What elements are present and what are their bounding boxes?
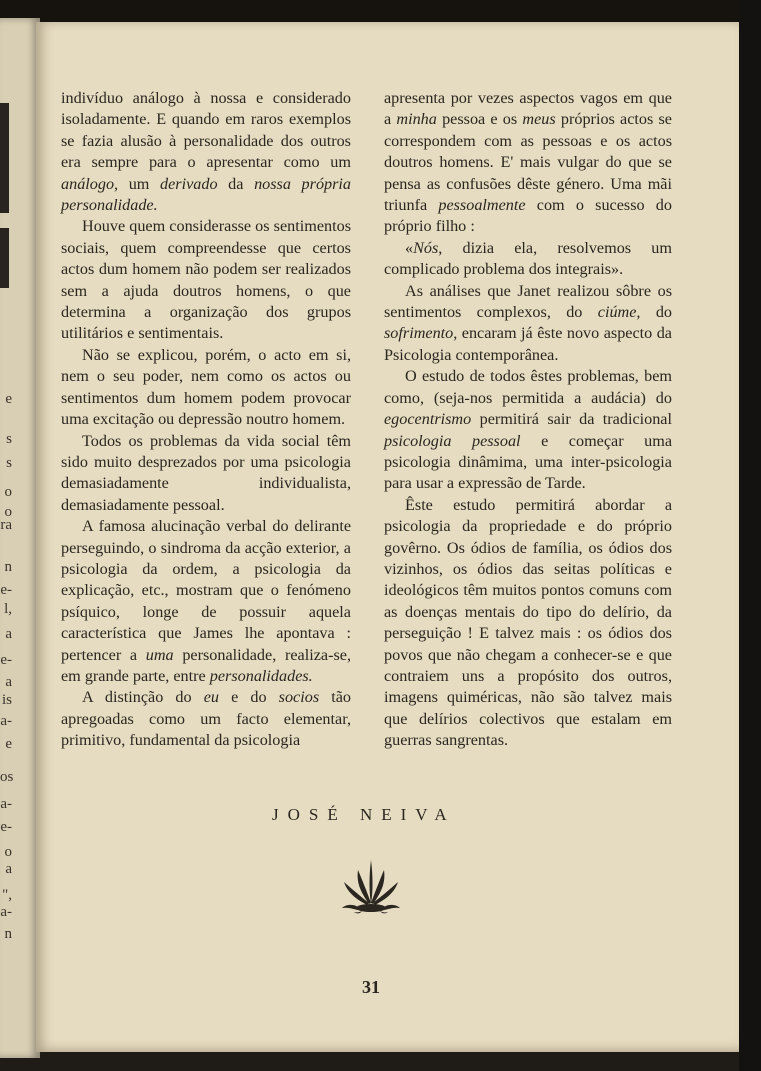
paragraph	[61, 516, 351, 687]
text-run: , dizia ela, resolvemos um complicado problema dos integrais».	[384, 238, 672, 279]
paragraph	[61, 687, 351, 751]
margin-fragment: os	[0, 769, 14, 785]
text-run: Todos os problemas da vida social têm sido muito desprezados por uma psicologia demasiadamente individualista, demasiadamente pessoal.	[61, 431, 351, 514]
leaf-ornament-icon	[336, 854, 406, 914]
text-run: O estudo de todos êstes problemas, bem como, (seja-nos permitida a audácia) do	[384, 367, 672, 407]
margin-fragment: o	[4, 844, 12, 860]
margin-fragment: a-	[0, 713, 12, 729]
italic-text: ciúme,	[597, 303, 641, 322]
italic-text: minha	[396, 110, 437, 129]
scan-border-top	[0, 0, 761, 22]
previous-page-edge	[0, 18, 40, 1058]
margin-fragment: s	[6, 431, 12, 447]
paragraph	[384, 88, 672, 238]
text-run: permitirá sair da tradicional	[471, 410, 672, 429]
text-run: Êste estudo permitirá abordar a psicologia da propriedade e do próprio govêrno. Os ódios de família, os ódios dos vizinhos, os ódios das seitas políticas e ideológicos têm muitos pontos comuns com as doenças mentais do tipo do delírio, da perseguição ! E talvez mais : os ódios dos povos que não chegam a conhecer-se e que contraiem uns a propósito dos outros, imagens quiméricas, não são talvez mais que delírios colectivos que estalam em guerras sangrentas.	[384, 495, 672, 750]
margin-fragment: a-	[0, 796, 12, 812]
author-signature: JOSÉ NEIVA	[272, 805, 456, 824]
italic-text: pessoalmente	[438, 196, 526, 215]
paragraph	[384, 238, 672, 281]
text-run: com o sucesso do próprio filho :	[384, 196, 672, 236]
italic-text: sofrimento	[384, 324, 454, 343]
margin-fragment: s	[6, 455, 12, 471]
italic-text: Nós	[413, 238, 439, 257]
text-run: da	[217, 174, 255, 193]
paragraph	[61, 431, 351, 517]
text-run: , encaram já êste novo aspecto da Psicologia contemporânea.	[384, 324, 672, 364]
text-run: Houve quem considerasse os sentimentos sociais, quem compreendesse que certos actos dum homem não podem ser realizados sem a ajuda doutros homens, o que determina a organização dos grupos utilitários e sentimentais.	[61, 217, 351, 343]
paragraph	[61, 345, 351, 431]
margin-fragment: a	[5, 626, 12, 642]
text-run: próprios actos se correspondem com as pessoas e os actos doutros homens. E' mais vulgar do que se pensa as confusões dêste género. Uma mãi triunfa	[384, 110, 672, 215]
page-number: 31	[362, 977, 380, 997]
text-run: pessoa e os	[436, 110, 523, 129]
left-text-column	[61, 88, 351, 752]
italic-text: egocentrismo	[384, 410, 472, 429]
previous-page-tab	[0, 103, 9, 213]
margin-fragment: is	[1, 692, 12, 708]
text-run: indivíduo análogo à nossa e considerado isoladamente. E quando em raros exemplos se fazia alusão à personalidade dos outros era sempre para o apresentar como um	[61, 89, 351, 172]
text-run: Não se explicou, porém, o acto em si, nem o seu poder, nem como os actos ou sentimentos dum homem podem provocar uma excitação ou depressão noutro homem.	[61, 345, 351, 429]
right-text-column	[384, 88, 672, 752]
paragraph	[384, 281, 672, 367]
text-run: A distinção do	[82, 688, 204, 707]
book-page	[36, 22, 743, 1052]
margin-fragment: a	[5, 861, 12, 877]
text-run: e do	[219, 688, 279, 707]
italic-text: meus	[522, 110, 556, 129]
italic-text: socios	[278, 688, 320, 707]
paragraph	[384, 495, 672, 752]
italic-text: eu	[203, 688, 219, 707]
margin-fragment: o	[4, 504, 12, 520]
text-run: e começar uma psicologia dinâmima, uma inter-psicologia para usar a expressão de Tarde.	[384, 431, 672, 493]
margin-fragment: o	[4, 484, 12, 500]
margin-fragment: a-	[0, 904, 12, 920]
margin-fragment: e	[5, 391, 12, 407]
text-run: do	[640, 303, 673, 322]
paragraph	[61, 88, 351, 216]
paragraph	[384, 366, 672, 494]
paragraph	[61, 216, 351, 344]
text-run: As análises que Janet realizou sôbre os sentimentos complexos, do	[384, 281, 672, 322]
margin-fragment: n	[4, 559, 12, 575]
italic-text: nossa própria personalidade.	[61, 174, 352, 215]
margin-fragment: a	[5, 674, 12, 690]
margin-fragment: e-	[0, 819, 12, 835]
scan-border-right	[739, 0, 761, 1071]
margin-fragment: l,	[4, 601, 12, 617]
text-run: personalidade, realiza-se, em grande parte, entre	[61, 645, 351, 685]
margin-fragment: ",	[2, 887, 12, 903]
previous-page-tab	[0, 228, 9, 288]
margin-fragment: e-	[0, 652, 12, 668]
margin-fragment: n	[4, 926, 12, 942]
italic-text: derivado	[160, 174, 218, 193]
italic-text: personalidades.	[209, 666, 313, 685]
text-run: A famosa alucinação verbal do delirante perseguindo, o sindroma da acção exterior, a psicologia da ordem, a psicologia da explicação, etc., mostram que o fenómeno psíquico, longe de possuir aquela característica que James lhe apontava : pertencer a	[61, 517, 351, 664]
text-run: tão apregoadas como um facto elementar, primitivo, fundamental da psicologia	[61, 688, 351, 750]
text-run: um	[118, 174, 161, 193]
margin-fragment: ra	[0, 517, 12, 533]
margin-fragment: e	[5, 736, 12, 752]
italic-text: análogo,	[61, 174, 119, 193]
text-run: apresenta por vezes aspectos vagos em que a	[384, 89, 672, 129]
margin-fragment: e-	[0, 582, 12, 598]
italic-text: psicologia pessoal	[384, 431, 521, 450]
text-run: «	[405, 238, 414, 257]
italic-text: uma	[145, 645, 174, 664]
